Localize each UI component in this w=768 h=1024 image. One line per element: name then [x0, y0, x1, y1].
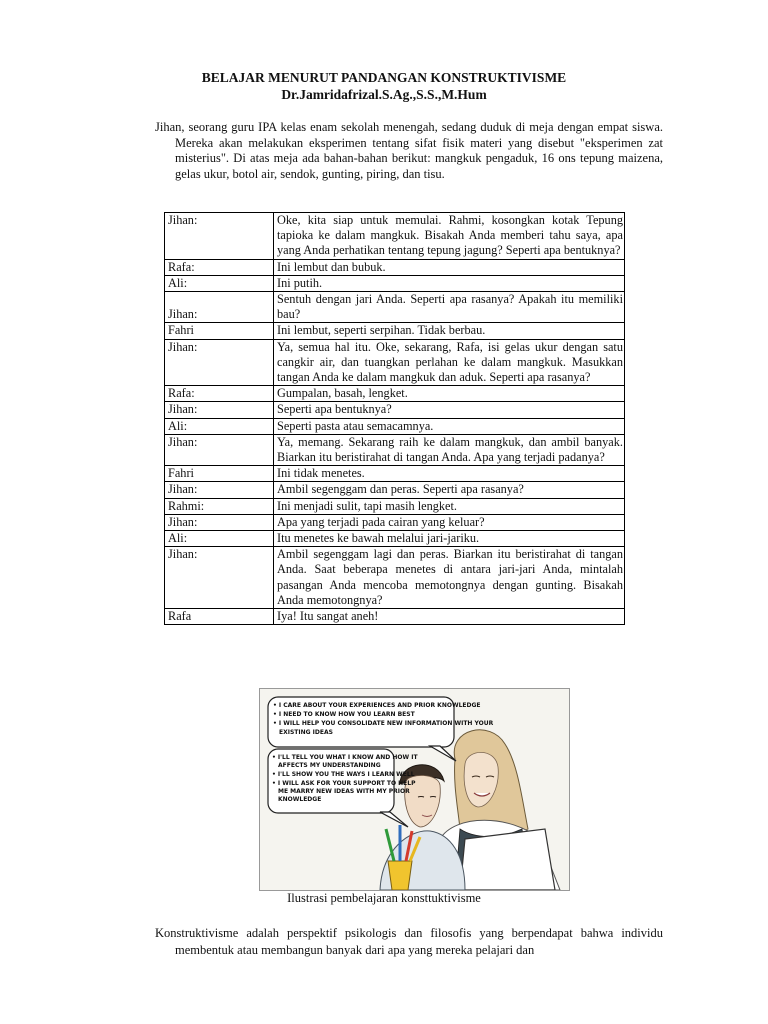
dialogue-row: [165, 434, 625, 465]
dialogue-table: [164, 212, 625, 625]
illustration-drawing: [260, 689, 569, 890]
line-cell: Ini menjadi sulit, tapi masih lengket.: [274, 498, 625, 514]
outro-paragraph: Konstruktivisme adalah perspektif psikologis dan filosofis yang berpendapat bahwa individu membentuk atau membangun banyak dari apa yang mereka pelajari dan: [155, 926, 663, 957]
speaker-cell: Jihan:: [165, 213, 274, 260]
line-cell: Ini tidak menetes.: [274, 466, 625, 482]
dialogue-row: [165, 386, 625, 402]
dialogue-row: [165, 466, 625, 482]
line-cell: Ya, memang. Sekarang raih ke dalam mangkuk, dan ambil banyak. Biarkan itu beristirahat di tangan Anda. Apa yang terjadi padanya?: [274, 434, 625, 465]
speaker-cell: Ali:: [165, 275, 274, 291]
speaker-cell: Rafa:: [165, 386, 274, 402]
line-cell: Oke, kita siap untuk memulai. Rahmi, kosongkan kotak Tepung tapioka ke dalam mangkuk. Bisakah Anda memberi tahu saya, apa yang Anda perhatikan tentang tepung jagung? Seperti apa bentuknya?: [274, 213, 625, 260]
speaker-cell: Fahri: [165, 323, 274, 339]
speaker-cell: Jihan:: [165, 434, 274, 465]
dialogue-row: [165, 498, 625, 514]
dialogue-row: [165, 531, 625, 547]
dialogue-row: [165, 213, 625, 260]
bubble-teacher-line: • I WILL HELP YOU CONSOLIDATE NEW INFORMATION WITH YOUR: [273, 720, 494, 727]
dialogue-row: [165, 418, 625, 434]
line-cell: Sentuh dengan jari Anda. Seperti apa rasanya? Apakah itu memiliki bau?: [274, 292, 625, 323]
line-cell: Ini lembut dan bubuk.: [274, 259, 625, 275]
speaker-cell: Jihan:: [165, 514, 274, 530]
dialogue-row: [165, 402, 625, 418]
dialogue-row: [165, 482, 625, 498]
line-cell: Gumpalan, basah, lengket.: [274, 386, 625, 402]
line-cell: Seperti pasta atau semacamnya.: [274, 418, 625, 434]
dialogue-row: [165, 339, 625, 386]
bubble-student-line: • I'LL TELL YOU WHAT I KNOW AND HOW IT: [272, 754, 418, 761]
speaker-cell: Jihan:: [165, 547, 274, 609]
speaker-cell: Ali:: [165, 418, 274, 434]
speaker-cell: Ali:: [165, 531, 274, 547]
dialogue-row: [165, 514, 625, 530]
speaker-cell: Rafa:: [165, 259, 274, 275]
bubble-student-line: • I WILL ASK FOR YOUR SUPPORT TO HELP: [272, 780, 416, 787]
illustration-caption: Ilustrasi pembelajaran konsttuktivisme: [287, 891, 481, 905]
dialogue-row: [165, 547, 625, 609]
dialogue-row: [165, 259, 625, 275]
speaker-cell: Rafa: [165, 609, 274, 625]
speaker-cell: Jihan:: [165, 292, 274, 323]
bubble-student-line: ME MARRY NEW IDEAS WITH MY PRIOR: [278, 788, 410, 795]
line-cell: Ya, semua hal itu. Oke, sekarang, Rafa, isi gelas ukur dengan satu cangkir air, dan tuangkan perlahan ke dalam mangkuk. Masukkan tangan Anda ke dalam mangkuk dan aduk. Seperti apa rasanya?: [274, 339, 625, 386]
bubble-student-line: KNOWLEDGE: [278, 796, 322, 803]
line-cell: Ini putih.: [274, 275, 625, 291]
speaker-cell: Jihan:: [165, 402, 274, 418]
bubble-teacher-line: • I CARE ABOUT YOUR EXPERIENCES AND PRIOR KNOWLEDGE: [273, 702, 481, 709]
speaker-cell: Jihan:: [165, 339, 274, 386]
line-cell: Apa yang terjadi pada cairan yang keluar?: [274, 514, 625, 530]
speaker-cell: Fahri: [165, 466, 274, 482]
dialogue-row: [165, 275, 625, 291]
document-author: Dr.Jamridafrizal.S.Ag.,S.S.,M.Hum: [281, 87, 487, 102]
line-cell: Itu menetes ke bawah melalui jari-jariku.: [274, 531, 625, 547]
dialogue-row: [165, 609, 625, 625]
bubble-teacher-line: • I NEED TO KNOW HOW YOU LEARN BEST: [273, 711, 415, 718]
bubble-student-line: • I'LL SHOW YOU THE WAYS I LEARN WELL: [272, 771, 415, 778]
dialogue-row: [165, 323, 625, 339]
bubble-teacher-line: EXISTING IDEAS: [279, 729, 333, 736]
speaker-cell: Rahmi:: [165, 498, 274, 514]
line-cell: Ini lembut, seperti serpihan. Tidak berbau.: [274, 323, 625, 339]
document-title: BELAJAR MENURUT PANDANGAN KONSTRUKTIVISME: [201, 70, 567, 85]
dialogue-row: [165, 292, 625, 323]
illustration: [259, 688, 570, 891]
bubble-student-line: AFFECTS MY UNDERSTANDING: [278, 762, 381, 769]
speaker-cell: Jihan:: [165, 482, 274, 498]
line-cell: Iya! Itu sangat aneh!: [274, 609, 625, 625]
line-cell: Ambil segenggam dan peras. Seperti apa rasanya?: [274, 482, 625, 498]
intro-paragraph: Jihan, seorang guru IPA kelas enam sekolah menengah, sedang duduk di meja dengan empat siswa. Mereka akan melakukan eksperimen tentang sifat fisik materi yang disebut "eksperimen zat misterius". Di atas meja ada bahan-bahan berikut: mangkuk pengaduk, 16 ons tepung maizena, gelas ukur, botol air, sendok, gunting, piring, dan tisu.: [155, 120, 663, 181]
line-cell: Ambil segenggam lagi dan peras. Biarkan itu beristirahat di tangan Anda. Saat beberapa menetes di antara jari-jari Anda, mintalah pasangan Anda mencoba memotongnya dengan gunting. Bisakah Anda memotongnya?: [274, 547, 625, 609]
line-cell: Seperti apa bentuknya?: [274, 402, 625, 418]
